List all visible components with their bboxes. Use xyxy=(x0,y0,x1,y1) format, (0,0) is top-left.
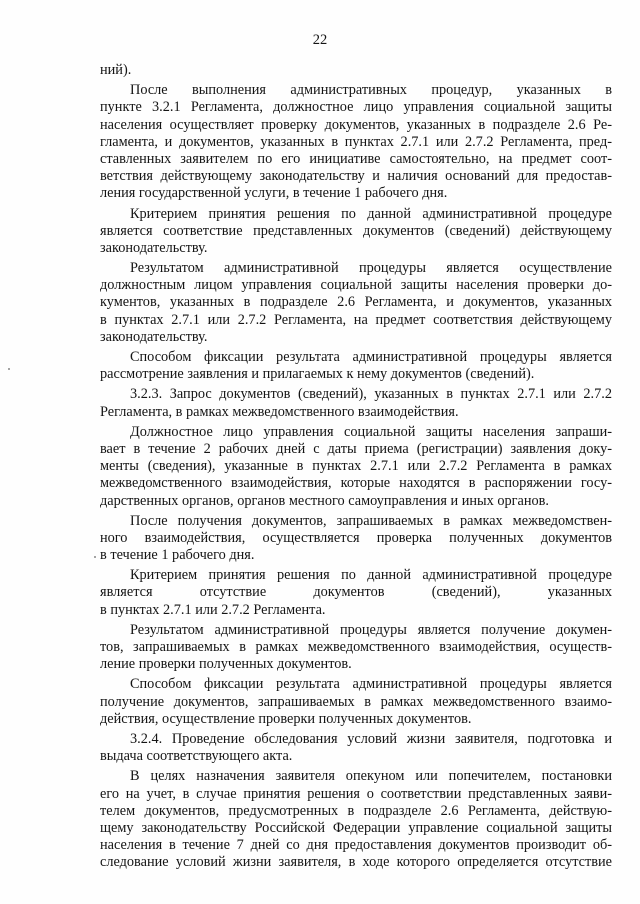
line-text: Должностное лицо управления социальной защиты населения запраши- xyxy=(130,423,612,440)
text-line xyxy=(100,349,612,366)
line-text: Регламента, в рамках межведомственного взаимодействия. xyxy=(100,403,459,420)
line-text: законодательству. xyxy=(100,239,208,256)
text-line xyxy=(100,854,612,871)
text-line xyxy=(100,622,612,639)
text-line xyxy=(100,168,612,185)
scan-speck xyxy=(94,556,96,558)
line-text: законодательству. xyxy=(100,328,208,345)
text-line xyxy=(100,441,612,458)
text-line xyxy=(100,223,612,240)
paragraph xyxy=(100,731,612,765)
line-text: пункте 3.2.1 Регламента, должностное лицо управления социальной защиты xyxy=(100,99,612,116)
paragraph xyxy=(100,567,612,619)
paragraph xyxy=(100,424,612,510)
text-line xyxy=(100,82,612,99)
line-text: 3.2.3. Запрос документов (сведений), указанных в пунктах 2.7.1 или 2.7.2 xyxy=(130,386,612,403)
text-line xyxy=(100,602,612,619)
line-text: его на учет, в случае принятия решения о соответствии представленных заяви- xyxy=(100,785,612,802)
scan-speck xyxy=(8,368,10,370)
line-text: получение документов, запрашиваемых в рамках межведомственного взаимо- xyxy=(100,693,612,710)
text-line xyxy=(100,530,612,547)
paragraph xyxy=(100,386,612,420)
text-line xyxy=(100,786,612,803)
line-text: телем документов, предусмотренных в подразделе 2.6 Регламента, действую- xyxy=(100,802,612,819)
line-text: действия, осуществление проверки полученных документов. xyxy=(100,710,472,727)
line-text: менты (сведения), указанные в пунктах 2.7.1 или 2.7.2 Регламента в рамках xyxy=(100,458,612,475)
line-text: Результатом административной процедуры является получение докумен- xyxy=(130,621,612,638)
text-line xyxy=(100,493,612,510)
text-line xyxy=(100,768,612,785)
line-text: населения осуществляет проверку документов, указанных в подразделе 2.6 Ре- xyxy=(100,116,612,133)
paragraph xyxy=(100,206,612,258)
text-line xyxy=(100,584,612,601)
text-line xyxy=(100,404,612,421)
document-body xyxy=(100,62,612,874)
text-line xyxy=(100,62,612,79)
line-text: тов, запрашиваемых в рамках межведомственного взаимодействия, осуществ- xyxy=(100,639,612,655)
paragraph xyxy=(100,676,612,728)
line-text: Способом фиксации результата административной процедуры является xyxy=(130,676,612,693)
text-line xyxy=(100,99,612,116)
text-line xyxy=(100,820,612,837)
text-line xyxy=(100,748,612,765)
line-text: следование условий жизни заявителя, в ходе которого определяется отсутствие xyxy=(100,854,612,871)
text-line xyxy=(100,240,612,257)
line-text: ветствия действующему законодательству и наличия оснований для предостав- xyxy=(100,168,612,185)
line-text: населения в течение 7 дней со дня предоставления документов производит об- xyxy=(100,837,612,854)
line-text: дарственных органов, органов местного самоуправления и иных органов. xyxy=(100,492,550,509)
text-line xyxy=(100,151,612,168)
line-text: выдача соответствующего акта. xyxy=(100,748,293,765)
line-text: является соответствие представленных документов (сведений) действующему xyxy=(100,222,612,239)
line-text: в пунктах 2.7.1 или 2.7.2 Регламента. xyxy=(100,601,326,618)
text-line xyxy=(100,294,612,311)
line-text: ний). xyxy=(100,62,132,78)
line-text: Критерием принятия решения по данной административной процедуре xyxy=(130,567,612,584)
text-line xyxy=(100,117,612,134)
text-line xyxy=(100,185,612,202)
text-line xyxy=(100,639,612,656)
paragraph xyxy=(100,768,612,871)
paragraph xyxy=(100,62,612,79)
text-line xyxy=(100,731,612,748)
line-text: является отсутствие документов (сведений), указанных xyxy=(100,584,612,601)
paragraph xyxy=(100,513,612,565)
text-line xyxy=(100,277,612,294)
line-text: 3.2.4. Проведение обследования условий жизни заявителя, подготовка и xyxy=(130,730,612,747)
line-text: После получения документов, запрашиваемых в рамках межведомствен- xyxy=(130,512,612,529)
text-line xyxy=(100,711,612,728)
paragraph xyxy=(100,82,612,202)
line-text: гламента, и документов, указанных в пунктах 2.7.1 или 2.7.2 Регламента, пред- xyxy=(100,133,612,150)
text-line xyxy=(100,567,612,584)
text-line xyxy=(100,386,612,403)
line-text: Способом фиксации результата административной процедуры является xyxy=(130,349,612,365)
text-line xyxy=(100,837,612,854)
line-text: ления государственной услуги, в течение 1 рабочего дня. xyxy=(100,185,448,202)
text-line xyxy=(100,676,612,693)
line-text: кументов, указанных в подразделе 2.6 Регламента, и документов, указанных xyxy=(100,294,612,311)
line-text: вает в течение 2 рабочих дней с даты приема (регистрации) заявления доку- xyxy=(100,440,612,457)
line-text: ного взаимодействия, осуществляется проверка полученных документов xyxy=(100,529,612,546)
text-line xyxy=(100,206,612,223)
text-line xyxy=(100,424,612,441)
text-line xyxy=(100,312,612,329)
paragraph xyxy=(100,260,612,346)
text-line xyxy=(100,803,612,820)
text-line xyxy=(100,547,612,564)
paragraph xyxy=(100,349,612,383)
text-line xyxy=(100,458,612,475)
line-text: После выполнения административных процедур, указанных в xyxy=(130,82,612,99)
line-text: в течение 1 рабочего дня. xyxy=(100,547,255,564)
paragraph xyxy=(100,622,612,674)
text-line xyxy=(100,366,612,383)
text-line xyxy=(100,134,612,151)
line-text: межведомственного взаимодействия, которые находятся в распоряжении госу- xyxy=(100,475,612,492)
line-text: в пунктах 2.7.1 или 2.7.2 Регламента, на предмет соответствия действующему xyxy=(100,311,612,328)
line-text: В целях назначения заявителя опекуном или попечителем, постановки xyxy=(130,768,612,785)
line-text: должностным лицом управления социальной защиты населения проверки до- xyxy=(100,277,612,294)
text-line xyxy=(100,513,612,530)
page-number: 22 xyxy=(312,32,328,48)
text-line xyxy=(100,694,612,711)
line-text: щему законодательству Российской Федерации управление социальной защиты xyxy=(100,819,612,836)
line-text: ставленных заявителем по его инициативе самостоятельно, на предмет соот- xyxy=(100,150,612,167)
text-line xyxy=(100,329,612,346)
text-line xyxy=(100,475,612,492)
text-line xyxy=(100,260,612,277)
text-line xyxy=(100,656,612,673)
line-text: рассмотрение заявления и прилагаемых к нему документов (сведений). xyxy=(100,366,535,383)
line-text: ление проверки полученных документов. xyxy=(100,656,352,673)
line-text: Критерием принятия решения по данной административной процедуре xyxy=(130,205,612,222)
line-text: Результатом административной процедуры является осуществление xyxy=(130,260,612,277)
